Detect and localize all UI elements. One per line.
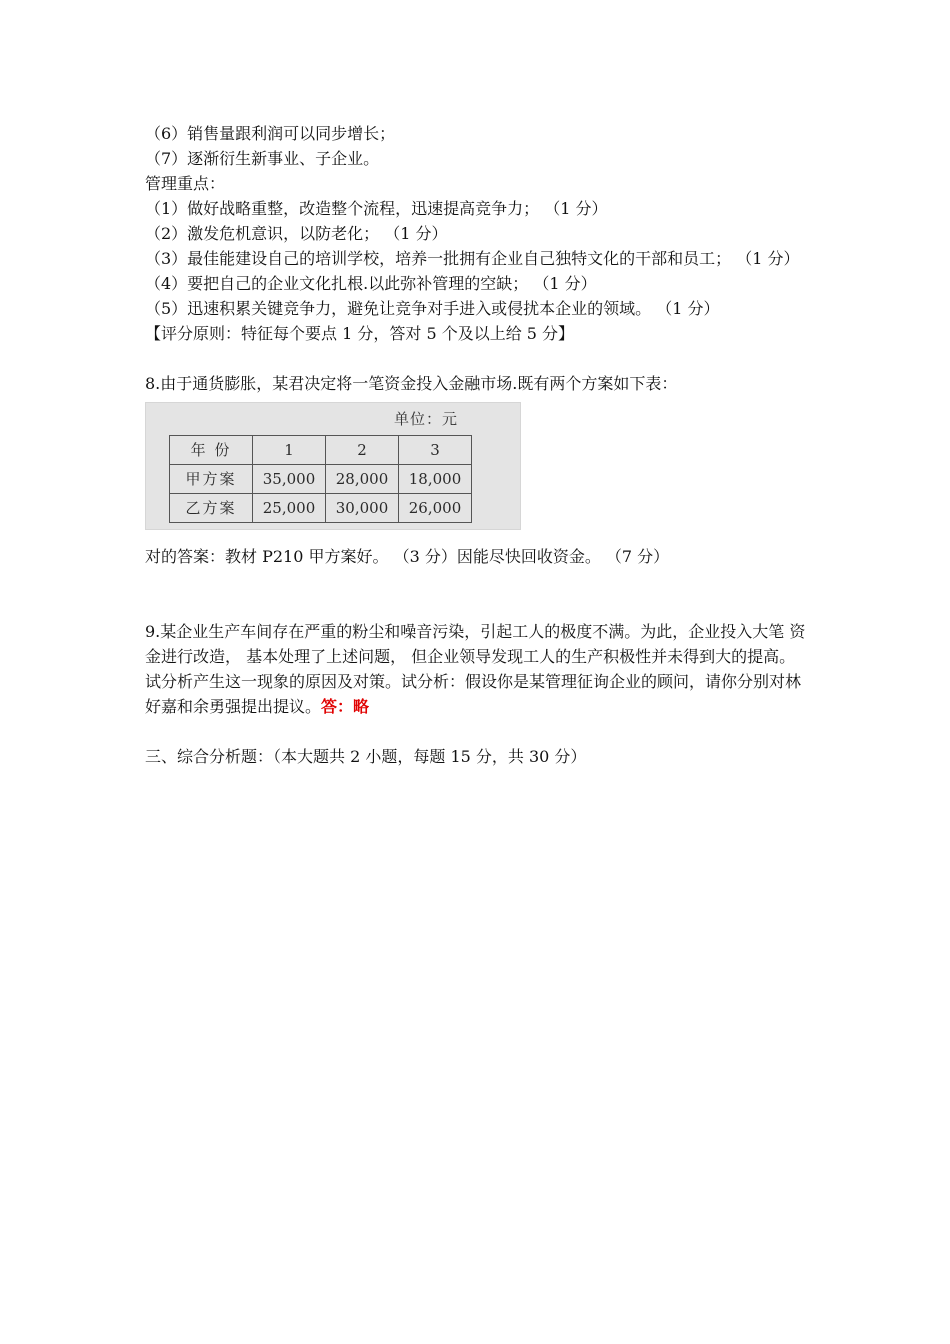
investment-plan-table — [169, 435, 472, 523]
question-9-answer: 答：略 — [321, 697, 370, 716]
table-row — [170, 465, 472, 494]
table-cell: 35,000 — [253, 465, 326, 494]
spacer — [145, 569, 813, 619]
table-cell: 25,000 — [253, 494, 326, 523]
section-3-heading: 三、综合分析题：（本大题共 2 小题，每题 15 分，共 30 分） — [145, 747, 587, 766]
header-cell-year: 年 份 — [170, 436, 253, 465]
management-item-3: （3）最佳能建设自己的培训学校，培养一批拥有企业自己独特文化的干部和员工； （1 分） — [145, 249, 800, 268]
feature-item-6: （6）销售量跟利润可以同步增长； — [145, 124, 396, 143]
table-cell: 26,000 — [399, 494, 472, 523]
scanned-table-image — [145, 402, 521, 530]
table-row — [170, 494, 472, 523]
management-focus-heading: 管理重点： — [145, 174, 226, 193]
question-9-text: 9.某企业生产车间存在严重的粉尘和噪音污染，引起工人的极度不满。为此，企业投入大笔 资金进行改造， 基本处理了上述问题， 但企业领导发现工人的生产积极性并未得到大的提高。 试分析产生这一现象的原因及对策。试分析：假设你是某管理征询企业的顾问，请你分别对林好嘉和余勇强提出提议。 — [145, 622, 806, 716]
table-header-row — [170, 436, 472, 465]
management-item-2: （2）激发危机意识，以防老化； （1 分） — [145, 224, 448, 243]
table-cell: 28,000 — [326, 465, 399, 494]
spacer — [145, 346, 813, 371]
table-unit-label: 单位：元 — [393, 410, 458, 428]
table-cell: 30,000 — [326, 494, 399, 523]
question-8-answer: 对的答案：教材 P210 甲方案好。 （3 分）因能尽快回收资金。 （7 分） — [145, 547, 670, 566]
management-item-4: （4）要把自己的企业文化扎根.以此弥补管理的空缺； （1 分） — [145, 274, 597, 293]
question-9 — [145, 619, 813, 719]
row-label-plan-b: 乙方案 — [170, 494, 253, 523]
scoring-rule: 【评分原则：特征每个要点 1 分，答对 5 个及以上给 5 分】 — [145, 324, 575, 343]
spacer — [145, 719, 813, 744]
management-item-1: （1）做好战略重整，改造整个流程，迅速提高竞争力； （1 分） — [145, 199, 608, 218]
header-cell-2: 2 — [326, 436, 399, 465]
question-8-text: 8.由于通货膨胀，某君决定将一笔资金投入金融市场.既有两个方案如下表： — [145, 374, 678, 393]
header-cell-1: 1 — [253, 436, 326, 465]
management-item-5: （5）迅速积累关键竞争力，避免让竞争对手进入或侵扰本企业的领域。 （1 分） — [145, 299, 720, 318]
document-page — [145, 121, 813, 769]
header-cell-3: 3 — [399, 436, 472, 465]
feature-item-7: （7）逐渐衍生新事业、子企业。 — [145, 149, 380, 168]
row-label-plan-a: 甲方案 — [170, 465, 253, 494]
table-cell: 18,000 — [399, 465, 472, 494]
